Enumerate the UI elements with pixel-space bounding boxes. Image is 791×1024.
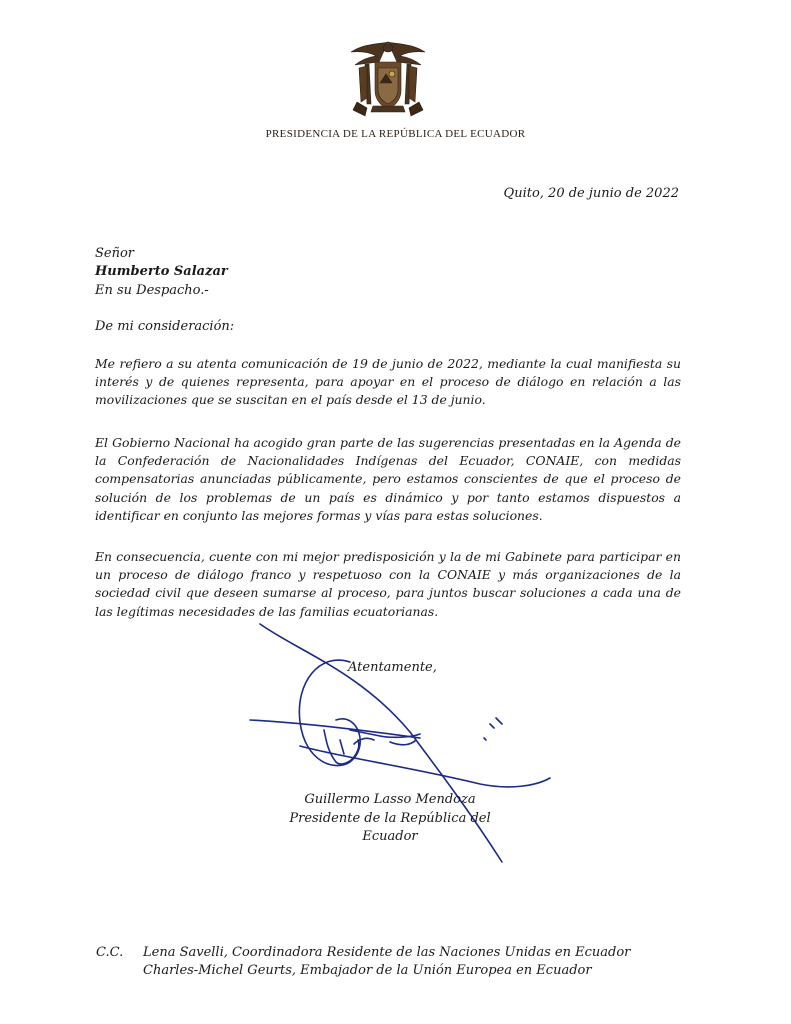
cc-recipient: Lena Savelli, Coordinadora Residente de las Naciones Unidas en Ecuador <box>143 945 631 960</box>
signer-role: Presidente de la República del Ecuador <box>289 811 491 845</box>
salutation: De mi consideración: <box>95 319 235 334</box>
cc-recipient: Charles-Michel Geurts, Embajador de la Unión Europea en Ecuador <box>143 963 592 978</box>
recipient-office: En su Despacho.- <box>95 283 209 298</box>
coat-of-arms-icon <box>345 38 431 118</box>
signer-name: Guillermo Lasso Mendoza <box>304 792 476 807</box>
recipient-title: Señor <box>95 246 135 261</box>
paragraph: El Gobierno Nacional ha acogido gran parte de las sugerencias presentadas en la Agenda de la Confederación de Nacionalidades Indígenas del Ecuador, CONAIE, con medidas compensatorias anunciadas públicamente, pero estamos conscientes de que el proceso de solución de los problemas de un país es dinámico y por tanto estamos dispuestos a identificar en conjunto las mejores formas y vías para estas soluciones. <box>95 435 681 523</box>
organization-name: PRESIDENCIA DE LA REPÚBLICA DEL ECUADOR <box>265 128 526 140</box>
closing: Atentamente, <box>348 660 437 675</box>
letter-date: Quito, 20 de junio de 2022 <box>503 186 679 201</box>
cc-label: C.C. <box>96 945 124 960</box>
paragraph: Me refiero a su atenta comunicación de 19 de junio de 2022, mediante la cual manifiesta su interés y de quienes representa, para apoyar en el proceso de diálogo en relación a las movilizaciones que se suscitan en el país desde el 13 de junio. <box>95 356 681 408</box>
recipient-name: Humberto Salazar <box>95 264 228 279</box>
paragraph: En consecuencia, cuente con mi mejor predisposición y la de mi Gabinete para participar en un proceso de diálogo franco y respetuoso con la CONAIE y más organizaciones de la sociedad civil que deseen sumarse al proceso, para juntos buscar soluciones a cada una de las legítimas necesidades de las familias ecuatorianas. <box>95 549 681 619</box>
